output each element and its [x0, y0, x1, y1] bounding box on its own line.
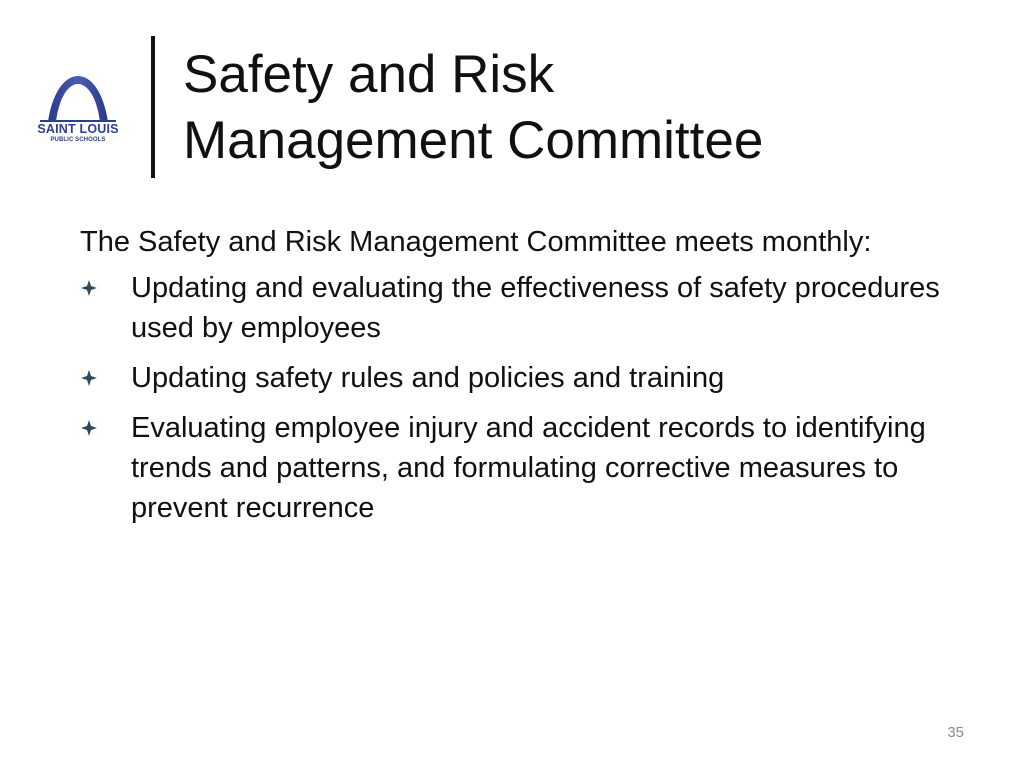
- slide-title-line-1: Safety and Risk: [183, 45, 555, 104]
- diamond-bullet-icon: [80, 369, 98, 387]
- title-divider: [151, 36, 155, 178]
- bullet-item: [80, 408, 940, 528]
- slide-body: [80, 222, 940, 538]
- bullet-text: Updating and evaluating the effectiveness of safety procedures used by employees: [131, 272, 940, 344]
- intro-text: The Safety and Risk Management Committee meets monthly:: [80, 226, 872, 258]
- bullet-text: Updating safety rules and policies and training: [131, 362, 725, 394]
- slide-title: [183, 42, 983, 174]
- saint-louis-public-schools-logo: [28, 74, 128, 148]
- slide-title-line-2: Management Committee: [183, 111, 764, 170]
- page-number: 35: [947, 724, 964, 741]
- bullet-item: [80, 358, 940, 398]
- bullet-list: [80, 268, 940, 528]
- diamond-bullet-icon: [80, 419, 98, 437]
- diamond-bullet-icon: [80, 279, 98, 297]
- bullet-item: [80, 268, 940, 348]
- logo-subtitle: PUBLIC SCHOOLS: [50, 137, 106, 143]
- arch-logo-icon: [28, 74, 128, 124]
- bullet-text: Evaluating employee injury and accident records to identifying trends and patterns, and formulating corrective measures to prevent recurrence: [131, 412, 926, 524]
- logo-title: SAINT LOUIS: [37, 122, 119, 136]
